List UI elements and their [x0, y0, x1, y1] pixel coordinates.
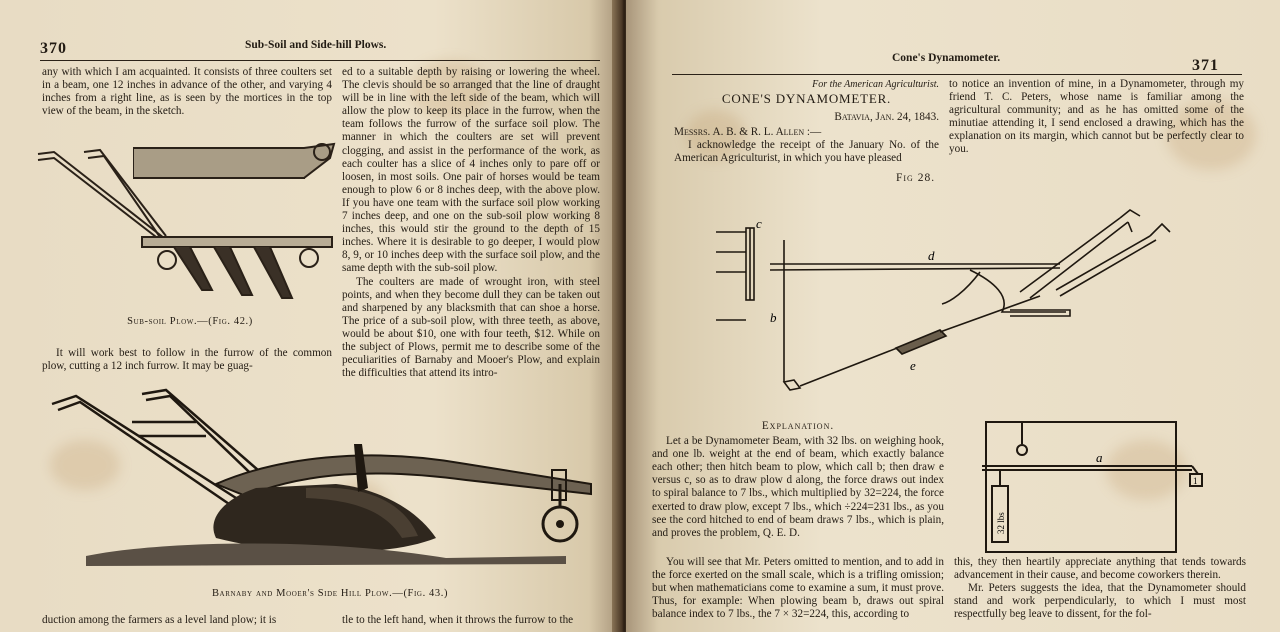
- page-number: 371: [1192, 57, 1219, 74]
- paragraph: The coulters are made of wrought iron, with steel points, and when they become dull they can be taken out and sharpened by any blacksmith that can shoe a horse. The price of a sub-soil plow, with three teeth, as above, would be about $10, one with four teeth, $12. While on the subject of Plows, permit me to describe some of the peculiarities of Barnaby and Mooer's Plow, and explain the difficulties that attend its intro-: [342, 275, 600, 380]
- paragraph: Mr. Peters suggests the idea, that the Dynamometer should stand and work perpendicularly, to which I must most respectfully beg leave to dissent, for the fol-: [954, 582, 1246, 621]
- subsoil-plow-illustration: [34, 140, 339, 305]
- running-head: Cone's Dynamometer.: [892, 52, 1001, 64]
- weight-label: 32 lbs: [996, 512, 1006, 534]
- running-head: Sub-Soil and Side-hill Plows.: [245, 39, 387, 51]
- left-bottom-column-1: [42, 614, 332, 627]
- left-bottom-column-2: [342, 614, 600, 627]
- salutation: Messrs. A. B. & R. L. Allen :—: [674, 126, 822, 139]
- paragraph: any with which I am acquainted. It consists of three coulters set in a beam, one 12 inches in advance of the other, and varying 4 inches from a right line, as is seen by the mortices in the top view of the beam, in the sketch.: [42, 66, 332, 118]
- paragraph: to notice an invention of mine, in a Dynamometer, through my friend T. C. Peters, whose name is familiar among the agricultural community; and as he has omitted some of the minutiae attending it, I send enclosed a drawing, which has the explanation on its margin, which cannot but be perfectly clear to you.: [949, 78, 1244, 156]
- right-column-2-lower: [954, 556, 1246, 621]
- left-page: [0, 0, 620, 632]
- dynamometer-plow-diagram: [710, 192, 1180, 402]
- head-rule: [40, 60, 600, 61]
- paragraph: Let a be Dynamometer Beam, with 32 lbs. on weighing hook, and one lb. weight at the end of beam, which exactly balance each other; then hitch beam to plow, which call b; then draw e versus c, so as to draw plow d along, the force draws out index to spiral balance to 7 lbs., which multiplied by 32=224, the force exerted to draw plow, except 7 lbs., which ÷224=231 lbs., as you see the cord hitched to end of beam draws 7 lbs., which is plain, and proves the problem, Q. E. D.: [652, 435, 944, 539]
- explanation-column: [652, 420, 944, 540]
- label-c: c: [756, 216, 762, 231]
- label-d: d: [928, 248, 935, 263]
- right-column-1-lower: [652, 556, 944, 621]
- page-number: 370: [40, 40, 67, 57]
- paragraph: It will work best to follow in the furrow of the common plow, cutting a 12 inch furrow. It may be guag-: [42, 347, 332, 373]
- paragraph: I acknowledge the receipt of the January No. of the American Agriculturist, in which you have pleased: [674, 139, 939, 165]
- left-column-1-continued: [42, 347, 332, 373]
- article-title: CONE'S DYNAMOMETER.: [721, 91, 892, 107]
- label-b: b: [770, 310, 777, 325]
- figure-label: Fig 28.: [896, 172, 936, 184]
- paragraph: ed to a suitable depth by raising or lowering the wheel. The clevis should be so arranged that the line of draught will be in line with the left side of the beam, which will allow the plow to keep its place in the furrow, when the team follows the furrow of the surface soil plow. The manner in which the coulters are set will prevent clogging, and assist in the performance of the work, as each coulter has a slice of 4 inches only to pare off or loosen, in most soils. One pair of horses would be team enough to plow 6 or 8 inches deep, with the above plow. If you have one team with the surface soil plow working 7 inches deep, and one on the sub-soil plow working 8 inches, this would stir the ground to the depth of 15 inches. Where it is desirable to go deeper, I would plow 8, 9, or 10 inches deep with the surface soil plow, and the same depth with the sub-soil plow.: [342, 66, 600, 275]
- side-hill-plow-illustration: [46, 388, 606, 578]
- figure-caption: Barnaby and Mooer's Side Hill Plow.—(Fig. 43.): [211, 588, 449, 599]
- left-column-2: [342, 66, 600, 380]
- left-column-1: [42, 66, 332, 118]
- explanation-heading: Explanation.: [761, 420, 835, 432]
- paragraph: tle to the left hand, when it throws the furrow to the: [342, 614, 574, 626]
- figure-caption: Sub-soil Plow.—(Fig. 42.): [127, 316, 253, 327]
- right-column-1: [674, 78, 939, 166]
- small-weight-label: 1: [1193, 476, 1198, 486]
- paragraph: You will see that Mr. Peters omitted to mention, and to add in the force exerted on the small scale, which is a trifling omission; but when mathematicians come to examine a sum, it must prove. Thus, for example: When plowing beam b, draws out spiral balance index to 7 lbs., the 7 × 32=224, this, according to: [652, 556, 944, 621]
- for-line: For the American Agriculturist.: [812, 79, 939, 90]
- right-page: [626, 0, 1280, 632]
- paragraph: duction among the farmers as a level land plow; it is: [42, 614, 277, 626]
- label-a: a: [1096, 450, 1103, 465]
- balance-beam-diagram: [976, 414, 1216, 564]
- right-column-2: [949, 78, 1244, 157]
- head-rule: [672, 74, 1242, 75]
- label-e: e: [910, 358, 916, 373]
- paragraph: this, they then heartily appreciate anything that tends towards advancement in their cause, and become coworkers therein.: [954, 556, 1246, 582]
- dateline: Batavia, Jan. 24, 1843.: [834, 111, 939, 124]
